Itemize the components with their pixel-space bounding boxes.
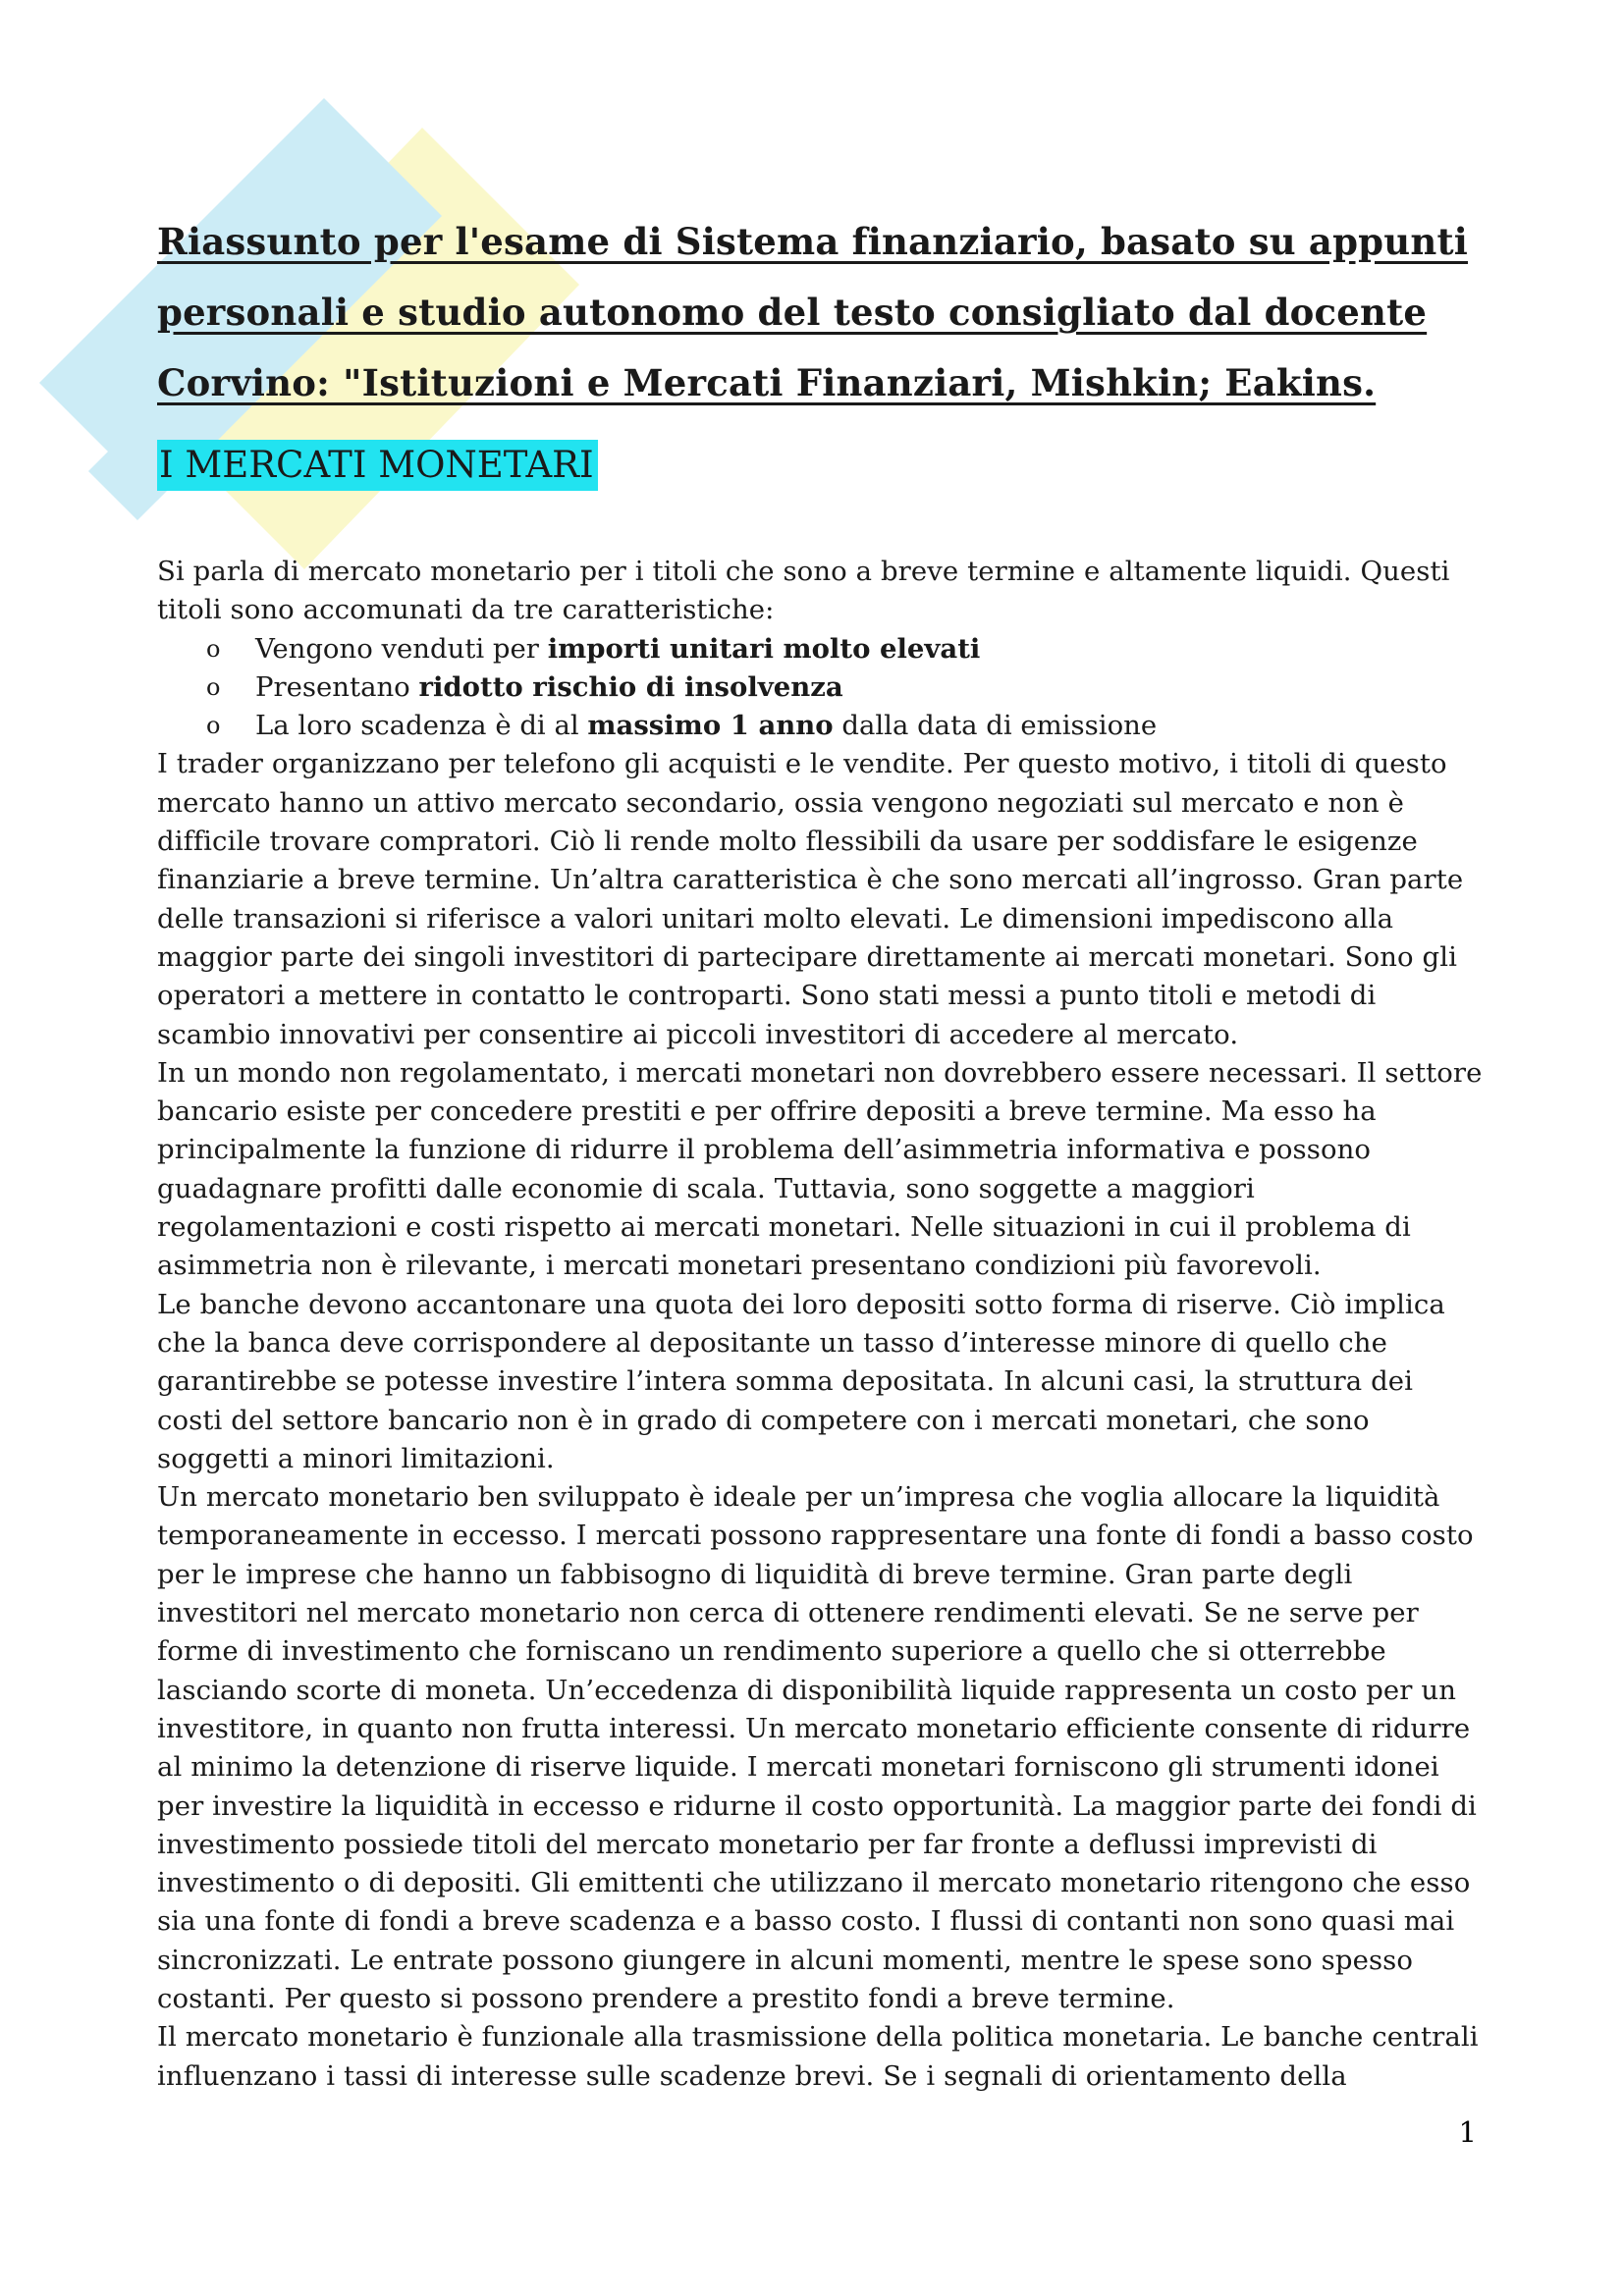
body-paragraph: Un mercato monetario ben sviluppato è ideale per un’impresa che voglia allocare la liquidità temporaneamente in eccesso. I mercati possono rappresentare una fonte di fondi a basso costo per le imprese che hanno un fabbisogno di liquidità di breve termine. Gran parte degli investitori nel mercato monetario non cerca di ottenere rendimenti elevati. Se ne serve per forme di investimento che forniscano un rendimento superiore a quello che si otterrebbe lasciando scorte di moneta. Un’eccedenza di disponibilità liquide rappresenta un costo per un investitore, in quanto non frutta interessi. Un mercato monetario efficiente consente di ridurre al minimo la detenzione di riserve liquide. I mercati monetari forniscono gli strumenti idonei per investire la liquidità in eccesso e ridurne il costo opportunità. La maggior parte dei fondi di investimento possiede titoli del mercato monetario per far fronte a deflussi imprevisti di investimento o di depositi. Gli emittenti che utilizzano il mercato monetario ritengono che esso sia una fonte di fondi a breve scadenza e a basso costo. I flussi di contanti non sono quasi mai sincronizzati. Le entrate possono giungere in alcuni momenti, mentre le spese sono spesso costanti. Per questo si possono prendere a prestito fondi a breve termine.	[157, 1481, 1477, 2014]
section-heading: I MERCATI MONETARI	[157, 440, 598, 491]
list-item	[206, 630, 1483, 668]
list-item-text: La loro scadenza è di al massimo 1 anno dalla data di emissione	[255, 710, 1158, 742]
bullet-marker: o	[206, 634, 221, 663]
body-paragraph: In un mondo non regolamentato, i mercati monetari non dovrebbero essere necessari. Il settore bancario esiste per concedere prestiti e per offrire depositi a breve termine. Ma esso ha principalmente la funzione di ridurre il problema dell’asimmetria informativa e possono guadagnare profitti dalle economie di scala. Tuttavia, sono soggette a maggiori regolamentazioni e costi rispetto ai mercati monetari. Nelle situazioni in cui il problema di asimmetria non è rilevante, i mercati monetari presentano condizioni più favorevoli.	[157, 1056, 1483, 1282]
body-paragraph: I trader organizzano per telefono gli acquisti e le vendite. Per questo motivo, i titoli di questo mercato hanno un attivo mercato secondario, ossia vengono negoziati sul mercato e non è difficile trovare compratori. Ciò li rende molto flessibili da usare per soddisfare le esigenze finanziarie a breve termine. Un’altra caratteristica è che sono mercati all’ingrosso. Gran parte delle transazioni si riferisce a valori unitari molto elevati. Le dimensioni impediscono alla maggior parte dei singoli investitori di partecipare direttamente ai mercati monetari. Sono gli operatori a mettere in contatto le controparti. Sono stati messi a punto titoli e metodi di scambio innovativi per consentire ai piccoli investitori di accedere al mercato.	[157, 748, 1464, 1050]
intro-paragraph: Si parla di mercato monetario per i titoli che sono a breve termine e altamente liquidi. Questi titoli sono accomunati da tre caratteristiche:	[157, 556, 1450, 626]
bullet-marker: o	[206, 672, 221, 701]
document-title: Riassunto per l'esame di Sistema finanziario, basato su appunti personali e studio autonomo del testo consigliato dal docente Corvino: "Istituzioni e Mercati Finanziari, Mishkin; Eakins.	[157, 220, 1468, 404]
bullet-marker: o	[206, 712, 221, 740]
characteristics-list	[157, 630, 1483, 746]
list-item	[206, 707, 1483, 745]
body-paragraph: Il mercato monetario è funzionale alla trasmissione della politica monetaria. Le banche centrali influenzano i tassi di interesse sulle scadenze brevi. Se i segnali di orientamento della	[157, 2021, 1479, 2092]
document-content	[157, 206, 1483, 2096]
list-item	[206, 668, 1483, 707]
list-item-text: Presentano ridotto rischio di insolvenza	[255, 670, 843, 703]
list-item-text: Vengono venduti per importi unitari molto elevati	[255, 632, 981, 665]
page-number: 1	[1458, 2115, 1477, 2149]
body-paragraph: Le banche devono accantonare una quota dei loro depositi sotto forma di riserve. Ciò implica che la banca deve corrispondere al depositante un tasso d’interesse minore di quello che garantirebbe se potesse investire l’intera somma depositata. In alcuni casi, la struttura dei costi del settore bancario non è in grado di competere con i mercati monetari, che sono soggetti a minori limitazioni.	[157, 1288, 1445, 1474]
